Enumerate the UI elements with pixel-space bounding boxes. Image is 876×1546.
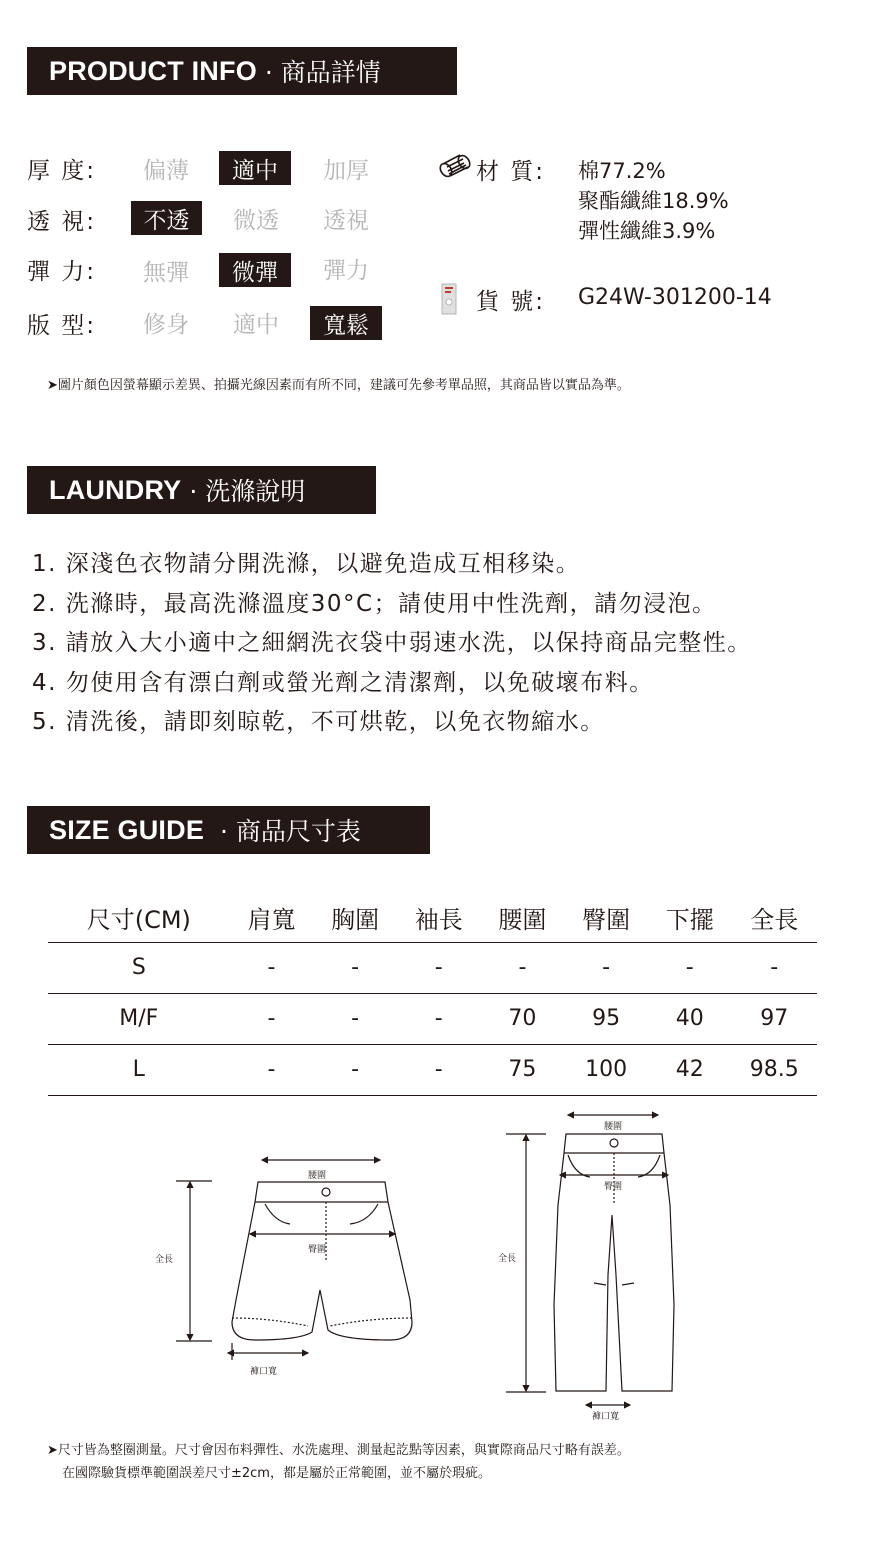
shorts-diagram: [150, 1150, 440, 1390]
laundry-item: 2. 洗滌時，最高洗滌溫度30°C；請使用中性洗劑，請勿浸泡。: [32, 591, 717, 617]
laundry-item: 1. 深淺色衣物請分開洗滌，以避免造成互相移染。: [32, 551, 581, 577]
size-cell: 42: [648, 1044, 732, 1095]
thread-spool-icon: [437, 152, 473, 182]
material-label: 材 質:: [476, 159, 546, 185]
size-guide-title-en: SIZE GUIDE: [49, 814, 205, 845]
size-table: [48, 893, 817, 1096]
attr-row-elasticity: [27, 250, 145, 288]
size-guide-header: [27, 806, 430, 854]
attr-option-selected: 寬鬆: [310, 306, 382, 340]
attr-option: 透視: [323, 207, 369, 234]
size-cell: -: [313, 942, 397, 993]
attr-option: 適中: [233, 311, 279, 338]
size-cell: M/F: [48, 993, 230, 1044]
diagram-leg-opening-label: 褲口寬: [592, 1412, 620, 1422]
column-header: 尺寸(CM): [48, 893, 230, 942]
size-cell: -: [230, 1044, 314, 1095]
laundry-header: [27, 466, 376, 514]
laundry-item: 3. 請放入大小適中之細網洗衣袋中弱速水洗，以保持商品完整性。: [32, 630, 752, 656]
column-header: 袖長: [397, 893, 481, 942]
column-header: 胸圍: [313, 893, 397, 942]
column-header: 下擺: [648, 893, 732, 942]
product-info-title-zh: · 商品詳情: [264, 58, 381, 87]
size-note-line2: 在國際驗貨標準範圍誤差尺寸±2cm，都是屬於正常範圍，並不屬於瑕疵。: [62, 1466, 491, 1481]
size-cell: 98.5: [732, 1044, 817, 1095]
table-row: [48, 1044, 817, 1095]
material-value: 棉77.2%: [578, 159, 666, 183]
size-cell: -: [230, 993, 314, 1044]
diagram-hip-label: 臀圍: [308, 1245, 327, 1255]
size-cell: S: [48, 942, 230, 993]
attr-label-opacity: 透 視:: [27, 208, 97, 235]
size-cell: -: [648, 942, 732, 993]
size-cell: L: [48, 1044, 230, 1095]
attr-label-thickness: 厚 度:: [27, 157, 97, 184]
attr-option-selected: 微彈: [219, 253, 291, 287]
tag-icon: [440, 278, 462, 318]
size-note-line1: ➤尺寸皆為整圈測量。尺寸會因布料彈性、水洗處理、測量起訖點等因素，與實際商品尺寸略有誤差。: [47, 1443, 630, 1458]
size-cell: 100: [564, 1044, 648, 1095]
laundry-title-en: LAUNDRY: [49, 474, 182, 505]
size-cell: 95: [564, 993, 648, 1044]
size-cell: 40: [648, 993, 732, 1044]
product-info-header: [27, 47, 457, 95]
size-cell: -: [397, 993, 481, 1044]
attr-option: 微透: [233, 207, 279, 234]
material-value: 聚酯纖維18.9%: [578, 189, 729, 213]
size-cell: -: [732, 942, 817, 993]
attr-row-opacity: [27, 200, 145, 238]
laundry-title-zh: · 洗滌說明: [189, 477, 306, 506]
material-value: 彈性纖維3.9%: [578, 219, 716, 243]
size-cell: -: [481, 942, 565, 993]
attr-label-elasticity: 彈 力:: [27, 258, 97, 285]
size-cell: -: [564, 942, 648, 993]
attr-row-thickness: [27, 149, 145, 187]
laundry-item: 5. 清洗後，請即刻晾乾，不可烘乾，以免衣物縮水。: [32, 709, 605, 735]
size-cell: 70: [481, 993, 565, 1044]
table-row: [48, 942, 817, 993]
attr-option-selected: 不透: [131, 201, 202, 235]
diagram-hip-label: 臀圍: [604, 1182, 623, 1192]
diagram-length-label: 全長: [498, 1254, 517, 1264]
trousers-diagram: [490, 1105, 710, 1425]
column-header: 肩寬: [230, 893, 314, 942]
attr-row-fit: [27, 304, 145, 342]
size-cell: -: [397, 1044, 481, 1095]
attr-option-selected: 適中: [219, 151, 291, 185]
column-header: 全長: [732, 893, 817, 942]
attr-label-fit: 版 型:: [27, 312, 97, 339]
sku-label: 貨 號:: [476, 289, 546, 315]
sku-value: G24W-301200-14: [578, 285, 772, 310]
diagram-waist-label: 腰圍: [604, 1122, 623, 1132]
size-table-header-row: [48, 893, 817, 942]
column-header: 腰圍: [481, 893, 565, 942]
laundry-item: 4. 勿使用含有漂白劑或螢光劑之清潔劑，以免破壞布料。: [32, 670, 654, 696]
attr-option: 彈力: [323, 257, 369, 284]
diagram-waist-label: 腰圍: [308, 1171, 327, 1181]
size-cell: -: [313, 993, 397, 1044]
size-cell: -: [313, 1044, 397, 1095]
product-info-title-en: PRODUCT INFO: [49, 55, 257, 86]
attr-option: 偏薄: [143, 157, 189, 184]
size-cell: 75: [481, 1044, 565, 1095]
diagram-leg-opening-label: 褲口寬: [250, 1367, 278, 1377]
attr-option: 加厚: [323, 157, 369, 184]
color-disclaimer: ➤圖片顏色因螢幕顯示差異、拍攝光線因素而有所不同，建議可先參考單品照，其商品皆以實品為準。: [47, 378, 630, 393]
table-row: [48, 993, 817, 1044]
size-cell: 97: [732, 993, 817, 1044]
column-header: 臀圍: [564, 893, 648, 942]
diagram-length-label: 全長: [155, 1255, 174, 1265]
attr-option: 無彈: [143, 259, 189, 286]
size-guide-title-zh: · 商品尺寸表: [220, 817, 361, 846]
size-cell: -: [230, 942, 314, 993]
attr-option: 修身: [143, 311, 189, 338]
size-cell: -: [397, 942, 481, 993]
